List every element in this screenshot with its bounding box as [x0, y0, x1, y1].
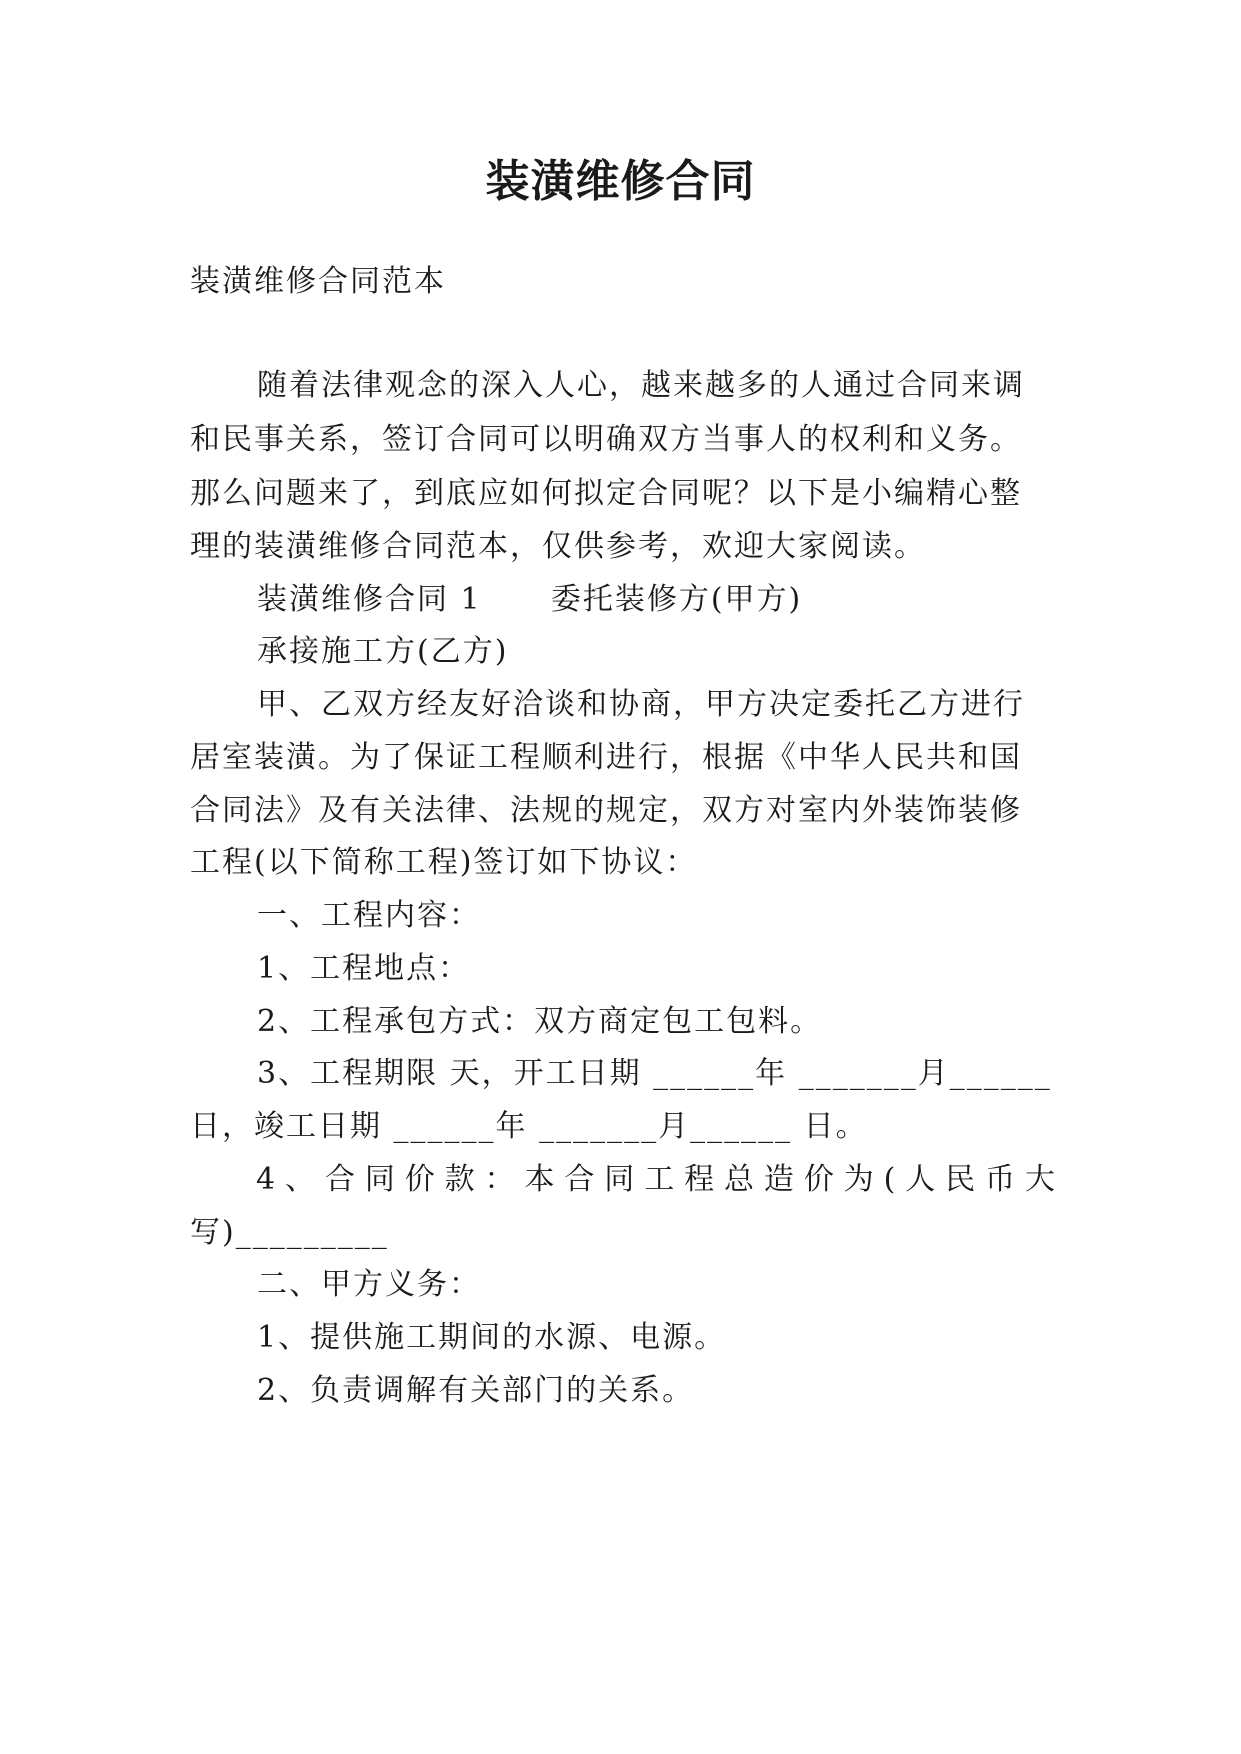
paragraph-line: 随着法律观念的深入人心，越来越多的人通过合同来调 [257, 368, 1025, 403]
paragraph-line: 写)_________ [190, 1215, 389, 1250]
paragraph-line: 理的装潢维修合同范本，仅供参考，欢迎大家阅读。 [190, 529, 926, 564]
list-item: 1、工程地点： [257, 951, 471, 986]
paragraph-line: 装潢维修合同 1 委托装修方(甲方) [257, 582, 803, 617]
paragraph-line: 承接施工方(乙方) [257, 634, 509, 669]
list-item: 3、工程期限 天，开工日期 ______年 _______月______ [257, 1056, 1052, 1091]
paragraph-line: 居室装潢。为了保证工程顺利进行，根据《中华人民共和国 [190, 740, 1022, 775]
list-item: 1、提供施工期间的水源、电源。 [257, 1320, 727, 1355]
paragraph-line: 工程(以下简称工程)签订如下协议： [190, 845, 698, 880]
paragraph-line: 合同法》及有关法律、法规的规定，双方对室内外装饰装修 [190, 793, 1022, 828]
list-item: 4、合同价款：本合同工程总造价为(人民币大 [256, 1162, 1057, 1197]
paragraph-line: 甲、乙双方经友好洽谈和协商，甲方决定委托乙方进行 [257, 687, 1025, 722]
paragraph-line: 那么问题来了，到底应如何拟定合同呢？以下是小编精心整 [190, 476, 1022, 511]
paragraph-line: 和民事关系，签订合同可以明确双方当事人的权利和义务。 [190, 422, 1022, 457]
list-item: 2、工程承包方式：双方商定包工包料。 [257, 1004, 823, 1039]
section-heading: 二、甲方义务： [257, 1267, 481, 1302]
list-item: 2、负责调解有关部门的关系。 [257, 1373, 695, 1408]
paragraph-line: 日，竣工日期 ______年 _______月______ 日。 [190, 1109, 868, 1144]
section-heading: 一、工程内容： [257, 898, 481, 933]
document-title: 装潢维修合同 [485, 156, 756, 207]
document-subtitle: 装潢维修合同范本 [190, 264, 446, 299]
